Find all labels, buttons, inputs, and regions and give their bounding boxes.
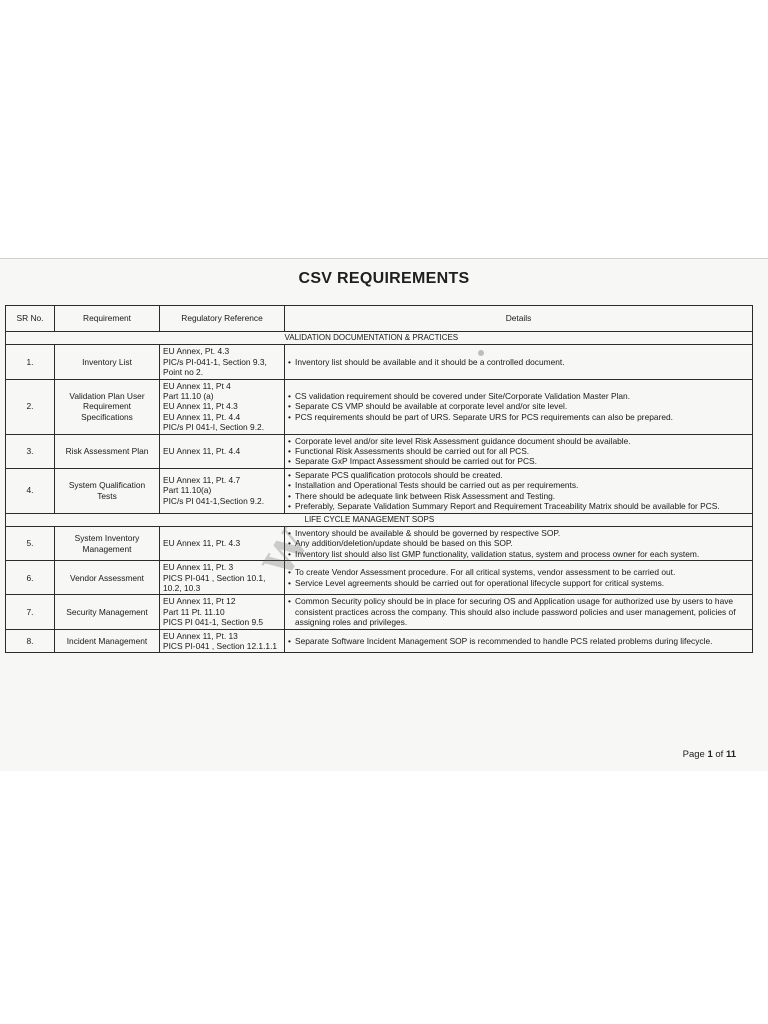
details-bullet: • Common Security policy should be in place for securing OS and Application usage for authorized use by users to have consistent practices across the company. This should also include password policies and user management, policies of assigning roles and privileges. [288, 596, 749, 627]
cell-sr-no: 3. [6, 434, 55, 468]
reference-line: PICS PI 041-1, Section 9.5 [163, 617, 264, 628]
details-bullet: • Separate CS VMP should be available at corporate level and/or site level. [288, 401, 749, 411]
header-requirement: Requirement [55, 306, 160, 332]
cell-regulatory-reference [160, 434, 285, 468]
details-bullet: • Inventory list should be available and it should be a controlled document. [288, 357, 749, 367]
details-bullet: • Any addition/deletion/update should be based on this SOP. [288, 538, 749, 548]
cell-details [285, 468, 753, 513]
section-header-row [6, 332, 753, 345]
details-bullet: • Separate Software Incident Management SOP is recommended to handle PCS related problems during lifecycle. [288, 636, 749, 646]
reference-line: EU Annex 11, Pt. 4.3 [163, 538, 241, 549]
table-row [6, 526, 753, 560]
reference-line: EU Annex 11, Pt. 4.4 [163, 411, 241, 422]
cell-regulatory-reference [160, 345, 285, 379]
reference-line: PICS PI-041 , Section 12.1.1.1 [163, 640, 278, 651]
document-title: CSV REQUIREMENTS [298, 270, 470, 287]
cell-regulatory-reference [160, 379, 285, 434]
cell-sr-no: 1. [6, 345, 55, 379]
details-bullet: • Separate PCS qualification protocols should be created. [288, 470, 749, 480]
cell-sr-no: 6. [6, 561, 55, 595]
cell-details [285, 434, 753, 468]
cell-requirement: Inventory List [55, 345, 160, 379]
table-body [6, 332, 753, 653]
details-bullet: • Separate GxP Impact Assessment should be carried out for PCS. [288, 456, 749, 466]
table-row [6, 468, 753, 513]
cell-regulatory-reference [160, 561, 285, 595]
cell-sr-no: 4. [6, 468, 55, 513]
cell-details [285, 629, 753, 653]
table-row [6, 629, 753, 653]
cell-sr-no: 2. [6, 379, 55, 434]
details-list [288, 391, 749, 422]
cell-sr-no: 5. [6, 526, 55, 560]
cell-details [285, 595, 753, 629]
table-row [6, 379, 753, 434]
section-title: LIFE CYCLE MANAGEMENT SOPS [285, 513, 753, 526]
section-spacer [6, 513, 285, 526]
reference-line: Part 11.10(a) [163, 485, 212, 496]
reference-line: PIC/s PI 041-1,Section 9.2. [163, 495, 265, 506]
details-list [288, 357, 749, 367]
cell-regulatory-reference [160, 468, 285, 513]
details-bullet: • Functional Risk Assessments should be carried out for all PCS. [288, 446, 749, 456]
table-row [6, 561, 753, 595]
page-number: Page 1 of 11 [682, 749, 736, 760]
reference-line: Part 11.10 (a) [163, 391, 214, 402]
cell-requirement: System Inventory Management [55, 526, 160, 560]
cell-details [285, 526, 753, 560]
details-bullet: • Preferably, Separate Validation Summary Report and Requirement Traceability Matrix should be available for PCS. [288, 501, 749, 511]
reference-line: Part 11 Pt. 11.10 [163, 606, 225, 617]
table-header-row [6, 306, 753, 332]
reference-line: EU Annex 11, Pt. 4.7 [163, 475, 241, 486]
header-details: Details [285, 306, 753, 332]
cell-regulatory-reference [160, 595, 285, 629]
section-spacer [6, 332, 285, 345]
reference-line: EU Annex 11, Pt 4.3 [163, 401, 238, 412]
scan-mark [478, 350, 484, 356]
reference-line: PIC/s PI 041-I, Section 9.2. [163, 422, 265, 433]
details-bullet: • To create Vendor Assessment procedure. For all critical systems, vendor assessment to be carried out. [288, 567, 749, 577]
details-bullet: • Inventory should be available & should be governed by respective SOP. [288, 528, 749, 538]
details-bullet: • CS validation requirement should be covered under Site/Corporate Validation Master Plan. [288, 391, 749, 401]
cell-sr-no: 8. [6, 629, 55, 653]
cell-details [285, 561, 753, 595]
reference-line: EU Annex 11, Pt. 13 [163, 630, 238, 641]
details-bullet: • Installation and Operational Tests should be carried out as per requirements. [288, 480, 749, 490]
cell-requirement: Security Management [55, 595, 160, 629]
cell-requirement: System Qualification Tests [55, 468, 160, 513]
reference-line: PIC/s PI-041-1, Section 9.3, Point no 2. [163, 356, 267, 378]
details-list [288, 470, 749, 512]
cell-requirement: Incident Management [55, 629, 160, 653]
details-bullet: • Inventory list should also list GMP functionality, validation status, system and process owner for each system. [288, 549, 749, 559]
cell-requirement: Validation Plan User Requirement Specifications [55, 379, 160, 434]
table-row [6, 434, 753, 468]
cell-requirement: Vendor Assessment [55, 561, 160, 595]
details-bullet: • Corporate level and/or site level Risk Assessment guidance document should be available. [288, 436, 749, 446]
header-sr-no: SR No. [6, 306, 55, 332]
reference-line: EU Annex 11, Pt. 4.4 [163, 446, 241, 457]
details-list [288, 436, 749, 467]
reference-line: EU Annex, Pt. 4.3 [163, 346, 230, 357]
reference-line: EU Annex 11, Pt. 3 [163, 562, 234, 573]
details-list [288, 567, 749, 588]
table-row [6, 595, 753, 629]
cell-details [285, 379, 753, 434]
reference-line: PICS PI-041 , Section 10.1, 10.2, 10.3 [163, 572, 266, 593]
details-list [288, 528, 749, 559]
reference-line: EU Annex 11, Pt 12 [163, 596, 236, 607]
section-header-row [6, 513, 753, 526]
cell-regulatory-reference [160, 526, 285, 560]
details-bullet: • PCS requirements should be part of URS. Separate URS for PCS requirements can also be prepared. [288, 412, 749, 422]
details-list [288, 636, 749, 646]
cell-requirement: Risk Assessment Plan [55, 434, 160, 468]
details-bullet: • There should be adequate link between Risk Assessment and Testing. [288, 491, 749, 501]
table-row [6, 345, 753, 379]
reference-line: EU Annex 11, Pt 4 [163, 380, 231, 391]
header-regulatory-reference: Regulatory Reference [160, 306, 285, 332]
cell-details [285, 345, 753, 379]
watermark: W [255, 516, 322, 585]
details-list [288, 596, 749, 627]
requirements-table [5, 305, 753, 653]
cell-regulatory-reference [160, 629, 285, 653]
cell-sr-no: 7. [6, 595, 55, 629]
section-title: VALIDATION DOCUMENTATION & PRACTICES [285, 332, 753, 345]
details-bullet: • Service Level agreements should be carried out for operational lifecycle support for critical systems. [288, 578, 749, 588]
